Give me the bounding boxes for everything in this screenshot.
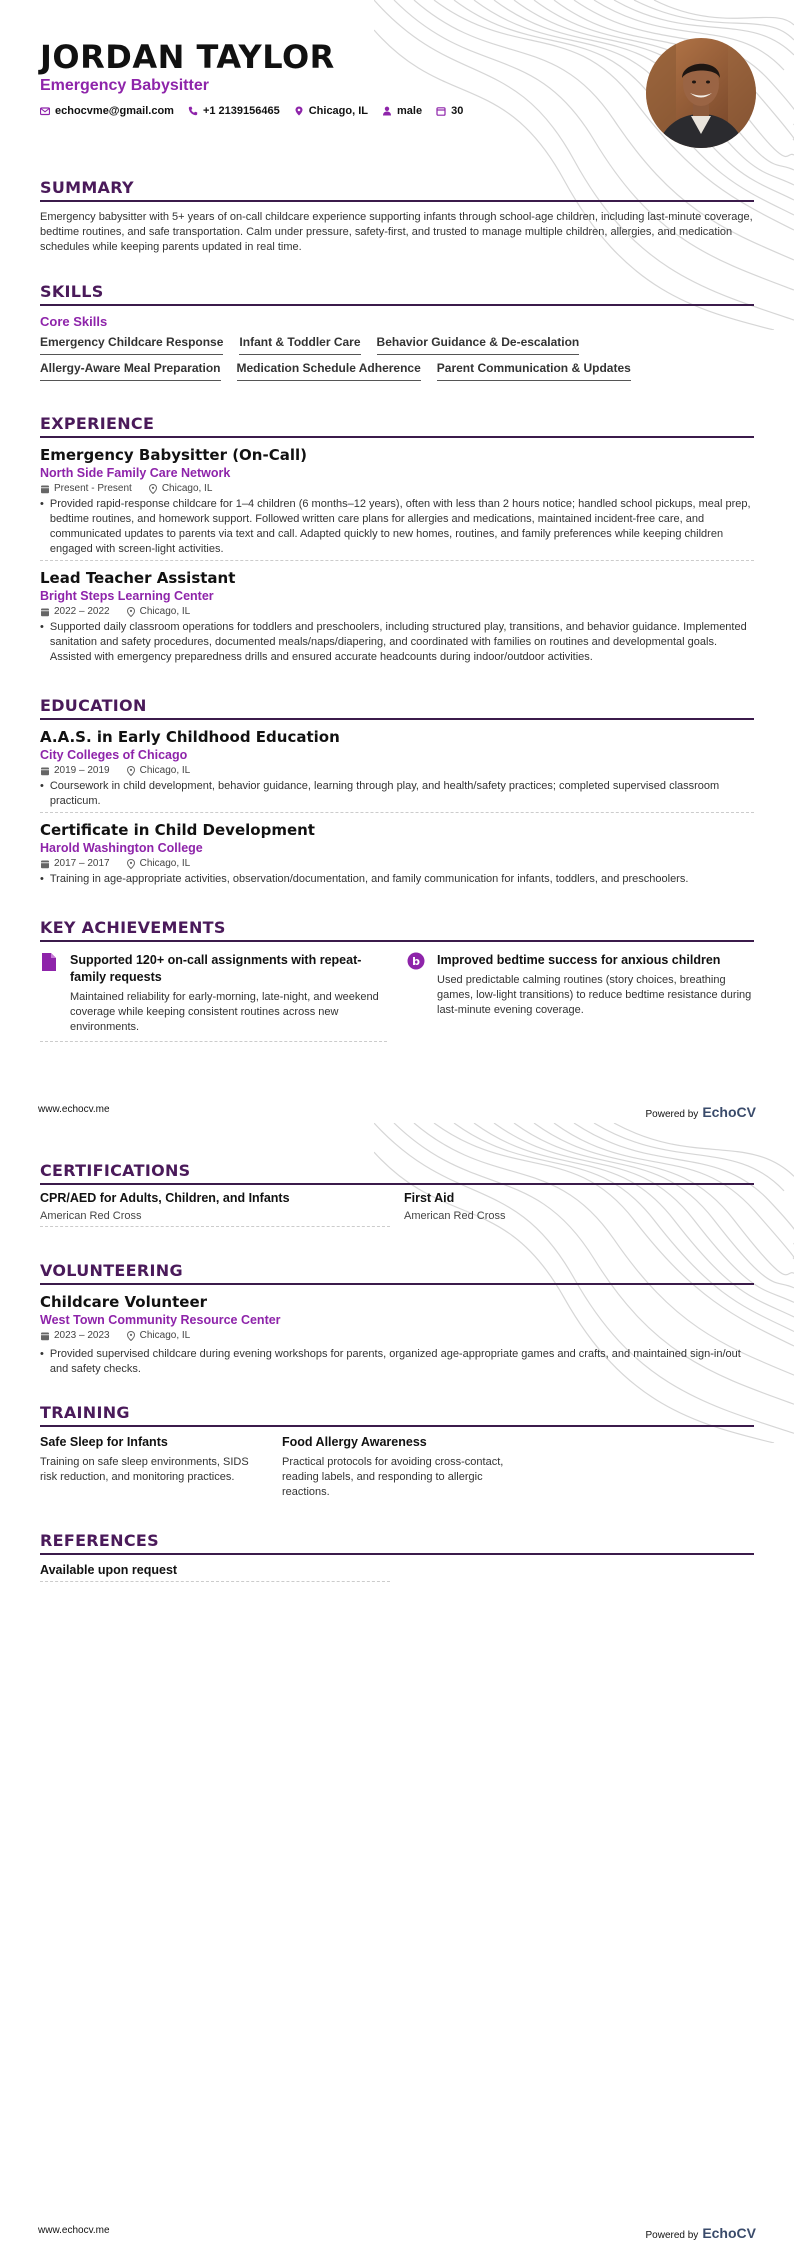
powered-by-label: Powered by [645,2230,699,2241]
achievement-title: Improved bedtime success for anxious children [437,953,721,967]
skill-item: Allergy-Aware Meal Preparation [40,361,221,381]
certifications-section [40,1161,754,1227]
achievements-list [40,952,754,1042]
achievement-item [40,952,387,1042]
job-bullet-text: Provided rapid-response childcare for 1–4 children (6 months–12 years), often with less than 2 hours notice; handled school pickups, meal prep, bedtime routines, and homework support. Followed written care plans for allergies and medications, maintained incident-free care, and communicated updates to parents via text and call. Adapted quickly to new homes, routines, and family preferences while keeping children engaged with screen-light activities. [49,498,751,555]
candidate-role: Emergency Babysitter [40,77,209,94]
achievements-section [40,918,754,1042]
badge-b-icon [407,952,425,970]
contact-list [40,105,754,117]
skill-item: Parent Communication & Updates [437,361,631,381]
footer-site-link[interactable]: www.echocv.me [38,1104,110,1115]
skill-item: Infant & Toddler Care [239,335,360,355]
powered-by [646,2225,757,2241]
achievement-title: Supported 120+ on-call assignments with repeat-family requests [70,953,362,984]
education-dates: 2019 – 2019 [54,765,110,776]
training-name: Safe Sleep for Infants [40,1435,168,1449]
job-meta [40,483,754,494]
volunteer-location: Chicago, IL [139,1330,191,1341]
powered-by [646,1104,757,1120]
document-icon [40,952,58,972]
training-description: Practical protocols for avoiding cross-contact, reading labels, and responding to allergic reactions. [282,1456,504,1498]
skills-list [40,335,754,381]
education-meta [40,858,754,869]
education-title: EDUCATION [40,696,754,720]
references-item [40,1563,390,1582]
certification-name: First Aid [404,1191,455,1205]
achievements-title: KEY ACHIEVEMENTS [40,918,754,942]
summary-text: Emergency babysitter with 5+ years of on-call childcare experience supporting infants through school-age children, including last-minute coverage, bedtime routines, and safe transportation. Calm under pressure, safety-first, and trusted to manage multiple children, allergies, and medication schedules while keeping parents updated in real time. [40,211,753,253]
job-bullet: • Provided rapid-response childcare for 1–4 children (6 months–12 years), often with less than 2 hours notice; handled school pickups, meal prep, bedtime routines, and homework support. Followed written care plans for allergies and medications, maintained incident-free care, and communicated updates to parents via text and call. Adapted quickly to new homes, routines, and family preferences while keeping children engaged with screen-light activities. [40,497,754,557]
contact-gender [382,105,422,117]
calendar-icon [40,859,50,869]
degree-title: A.A.S. in Early Childhood Education [40,728,340,746]
job-location: Chicago, IL [161,483,213,494]
location-icon [126,859,136,869]
job-organization: Bright Steps Learning Center [40,589,214,603]
volunteering-section [40,1261,754,1377]
footer-site-link[interactable]: www.echocv.me [38,2225,110,2236]
education-bullet: • Training in age-appropriate activities, observation/documentation, and family communication for infants, toddlers, and preschoolers. [40,873,689,885]
achievement-description: Maintained reliability for early-morning, late-night, and weekend coverage while keeping consistent routines across new environments. [70,991,379,1033]
education-location: Chicago, IL [139,858,191,869]
education-location: Chicago, IL [139,765,191,776]
experience-title: EXPERIENCE [40,414,754,438]
job-title: Lead Teacher Assistant [40,569,236,587]
location-icon [126,607,136,617]
job-location: Chicago, IL [139,606,191,617]
certification-issuer: American Red Cross [404,1210,506,1222]
person-icon [382,106,392,116]
brand-logo[interactable]: EchoCV [702,1104,756,1120]
divider [40,560,754,561]
certification-issuer: American Red Cross [40,1210,142,1222]
degree-title: Certificate in Child Development [40,821,315,839]
skill-item: Medication Schedule Adherence [237,361,421,381]
training-list [40,1435,754,1500]
email-icon [40,106,50,116]
education-section [40,696,754,887]
contact-age [436,105,463,117]
candidate-name: JORDAN TAYLOR [40,38,335,76]
school-name: Harold Washington College [40,841,203,855]
certification-item [404,1191,754,1227]
calendar-icon [40,607,50,617]
job-organization: North Side Family Care Network [40,466,231,480]
achievement-item [407,952,754,1042]
training-name: Food Allergy Awareness [282,1435,427,1449]
achievement-description: Used predictable calming routines (story choices, breathing games, low-light transitions) to reduce bedtime resistance during last-minute evening coverage. [437,974,752,1016]
education-dates: 2017 – 2017 [54,858,110,869]
school-name: City Colleges of Chicago [40,748,188,762]
header [40,38,754,117]
location-icon [294,106,304,116]
volunteer-meta [40,1330,754,1341]
page-footer [38,1104,756,1120]
location-icon [126,766,136,776]
volunteer-bullet: • Provided supervised childcare during evening workshops for parents, organized age-appropriate games and crafts, and maintained sign-in/out and safety checks. [40,1347,754,1377]
summary-section [40,178,754,255]
certification-item [40,1191,390,1227]
phone-icon [188,106,198,116]
powered-by-label: Powered by [645,1109,699,1120]
education-bullet: • Coursework in child development, behavior guidance, learning through play, and health/safety practices; completed supervised classroom practicum. [40,779,754,809]
experience-entry [40,446,754,561]
training-item [282,1435,504,1500]
education-meta [40,765,754,776]
training-section [40,1403,754,1500]
education-entry [40,728,754,813]
references-section [40,1531,754,1582]
experience-entry [40,569,754,665]
contact-phone-value: +1 2139156465 [202,105,280,117]
volunteering-title: VOLUNTEERING [40,1261,754,1285]
job-dates: Present - Present [54,483,132,494]
references-text: Available upon request [40,1563,178,1577]
contact-email[interactable] [40,105,174,117]
education-entry [40,821,754,887]
svg-text:b: b [412,955,420,968]
training-description: Training on safe sleep environments, SIDS risk reduction, and monitoring practices. [40,1456,249,1483]
contact-location [294,105,368,117]
summary-title: SUMMARY [40,178,754,202]
training-title: TRAINING [40,1403,754,1427]
skill-item: Behavior Guidance & De-escalation [377,335,580,355]
skills-title: SKILLS [40,282,754,306]
page-footer [38,2225,756,2241]
training-item [40,1435,262,1500]
volunteer-role: Childcare Volunteer [40,1293,208,1311]
education-bullet-text: Training in age-appropriate activities, observation/documentation, and family communication for infants, toddlers, and preschoolers. [49,873,689,885]
contact-location-value: Chicago, IL [308,105,368,117]
resume-page-2 [0,1123,794,2246]
skills-section [40,282,754,381]
job-bullet-text: Supported daily classroom operations for toddlers and preschoolers, including structured play, transitions, and behavior guidance. Implemented sanitation and safety procedures, documented meals/naps/diapering, and coordinated with families on routines and developmental goals. Assisted with emergency preparedness drills and ensured accurate headcounts during indoor/outdoor activities. [49,621,747,663]
skill-item: Emergency Childcare Response [40,335,223,355]
contact-phone[interactable] [188,105,280,117]
certification-name: CPR/AED for Adults, Children, and Infants [40,1191,290,1205]
experience-section [40,414,754,665]
divider [40,812,754,813]
calendar-icon [40,766,50,776]
brand-logo[interactable]: EchoCV [702,2225,756,2241]
volunteer-bullet-text: Provided supervised childcare during evening workshops for parents, organized age-appropriate games and crafts, and maintained sign-in/out and safety checks. [49,1348,741,1375]
location-icon [148,484,158,494]
job-meta [40,606,754,617]
references-title: REFERENCES [40,1531,754,1555]
certifications-list [40,1191,754,1227]
volunteer-dates: 2023 – 2023 [54,1330,110,1341]
calendar-icon [40,1331,50,1341]
calendar-icon [436,106,446,116]
job-bullet: • Supported daily classroom operations for toddlers and preschoolers, including structured play, transitions, and behavior guidance. Implemented sanitation and safety procedures, documented meals/naps/diapering, and coordinated with families on routines and developmental goals. Assisted with emergency preparedness drills and ensured accurate headcounts during indoor/outdoor activities. [40,620,754,665]
certifications-title: CERTIFICATIONS [40,1161,754,1185]
job-dates: 2022 – 2022 [54,606,110,617]
calendar-icon [40,484,50,494]
contact-email-value: echocvme@gmail.com [55,105,174,117]
contact-gender-value: male [397,105,423,117]
skills-subtitle: Core Skills [40,314,108,329]
contact-age-value: 30 [451,105,464,117]
education-bullet-text: Coursework in child development, behavior guidance, learning through play, and health/safety practices; completed supervised classroom practicum. [49,780,720,807]
job-title: Emergency Babysitter (On-Call) [40,446,307,464]
volunteer-organization: West Town Community Resource Center [40,1313,281,1327]
location-icon [126,1331,136,1341]
